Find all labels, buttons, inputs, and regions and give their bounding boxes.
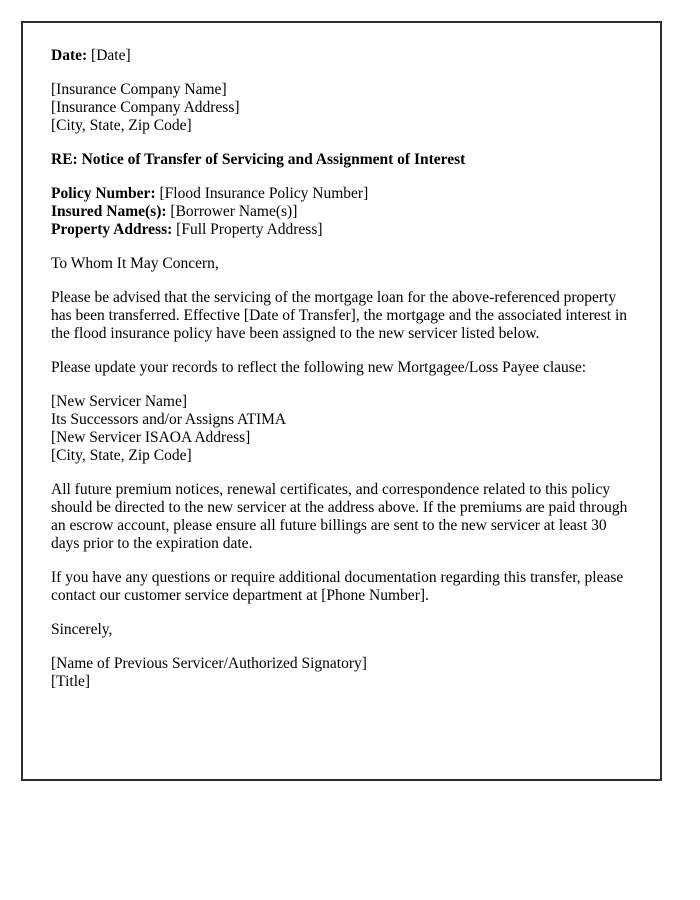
closing: Sincerely, bbox=[51, 621, 113, 638]
policy-field bbox=[51, 203, 632, 221]
letter-frame bbox=[21, 21, 662, 781]
recipient-address-block bbox=[51, 81, 632, 135]
body-paragraph: Please update your records to reflect the following new Mortgagee/Loss Payee clause: bbox=[51, 359, 586, 376]
subject-line: RE: Notice of Transfer of Servicing and Assignment of Interest bbox=[51, 151, 466, 168]
policy-field-label: Property Address: bbox=[51, 221, 173, 238]
servicer-line: [City, State, Zip Code] bbox=[51, 447, 192, 464]
salutation: To Whom It May Concern, bbox=[51, 255, 219, 272]
policy-field-label: Insured Name(s): bbox=[51, 203, 167, 220]
date-value: [Date] bbox=[91, 47, 131, 64]
policy-field bbox=[51, 185, 632, 203]
body-paragraph: All future premium notices, renewal certificates, and correspondence related to this policy should be directed to the new servicer at the address above. If the premiums are paid through an escrow account, please ensure all future billings are sent to the new servicer at least 30 days prior to the expiration date. bbox=[51, 481, 628, 552]
policy-field-label: Policy Number: bbox=[51, 185, 156, 202]
policy-field bbox=[51, 221, 632, 239]
policy-field-value: [Flood Insurance Policy Number] bbox=[159, 185, 369, 202]
signature-line: [Name of Previous Servicer/Authorized Signatory] bbox=[51, 655, 367, 672]
new-servicer-block bbox=[51, 393, 632, 465]
date-label: Date: bbox=[51, 47, 88, 64]
policy-field-value: [Borrower Name(s)] bbox=[170, 203, 298, 220]
recipient-line: [Insurance Company Name] bbox=[51, 81, 227, 98]
date-line bbox=[51, 47, 632, 65]
body-paragraph: Please be advised that the servicing of the mortgage loan for the above-referenced property has been transferred. Effective [Date of Transfer], the mortgage and the associated interest in the flood insurance policy have been assigned to the new servicer listed below. bbox=[51, 289, 628, 342]
policy-info-block bbox=[51, 185, 632, 239]
signature-block bbox=[51, 655, 632, 691]
signature-line: [Title] bbox=[51, 673, 91, 690]
servicer-line: [New Servicer Name] bbox=[51, 393, 187, 410]
policy-field-value: [Full Property Address] bbox=[176, 221, 323, 238]
recipient-line: [Insurance Company Address] bbox=[51, 99, 240, 116]
body-paragraph: If you have any questions or require additional documentation regarding this transfer, please contact our customer service department at [Phone Number]. bbox=[51, 569, 624, 604]
servicer-line: [New Servicer ISAOA Address] bbox=[51, 429, 251, 446]
servicer-line: Its Successors and/or Assigns ATIMA bbox=[51, 411, 287, 428]
recipient-line: [City, State, Zip Code] bbox=[51, 117, 192, 134]
